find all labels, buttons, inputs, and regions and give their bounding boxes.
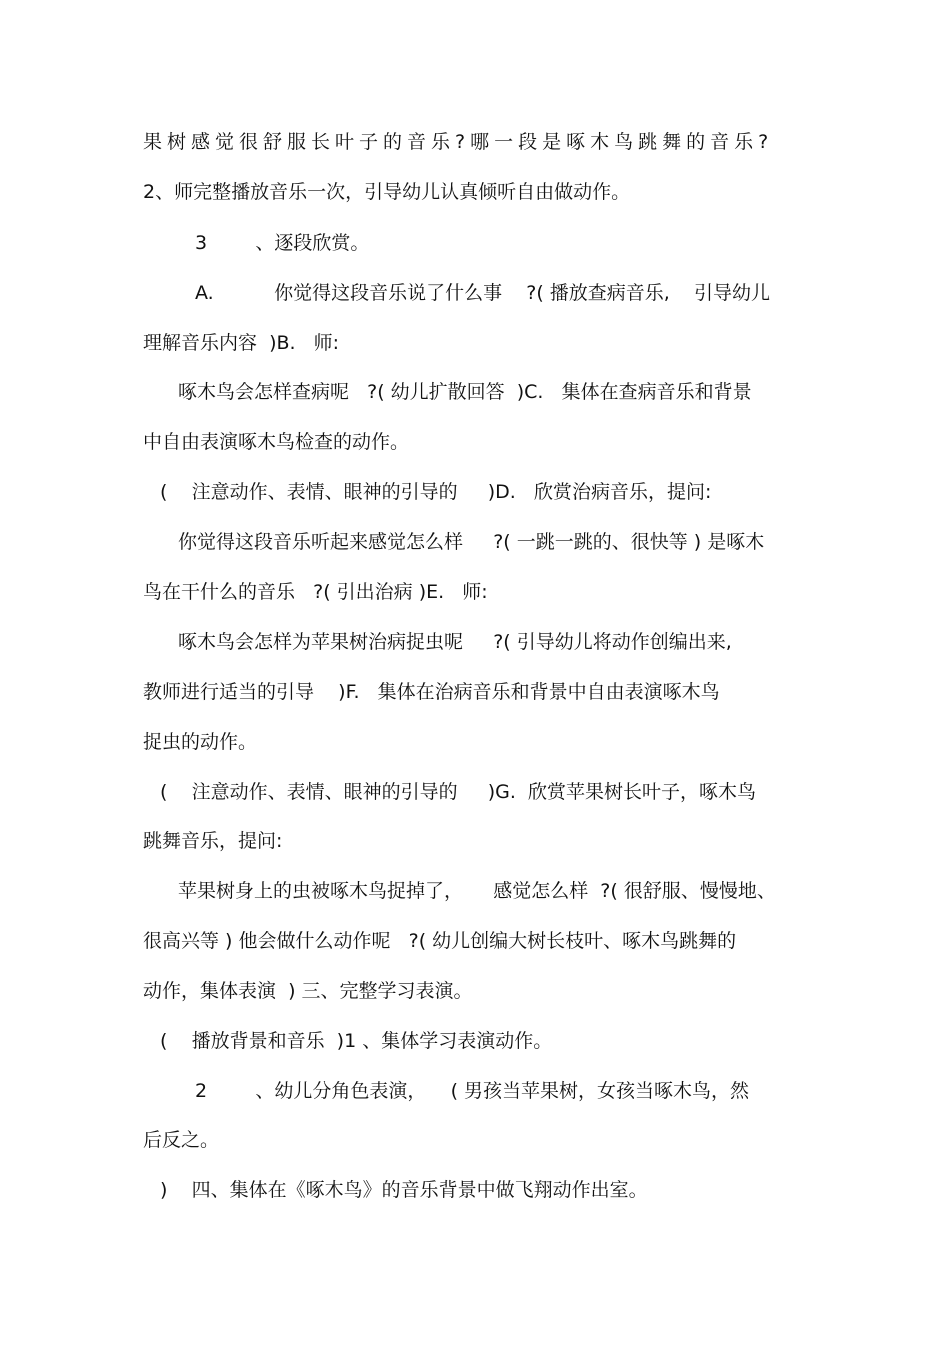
text-line-3: 3 、逐段欣赏。	[195, 232, 370, 254]
text-line-7: 中自由表演啄木鸟检查的动作。	[143, 431, 410, 453]
text-line-17: 很高兴等 ) 他会做什么动作呢 ?( 幼儿创编大树长枝叶、啄木鸟跳舞的	[143, 930, 737, 952]
text-line-10: 鸟在干什么的音乐 ?( 引出治病 )E. 师:	[143, 581, 488, 603]
text-line-9: 你觉得这段音乐听起来感觉怎么样 ?( 一跳一跳的、很快等 ) 是啄木	[178, 531, 765, 553]
text-line-2: 2、师完整播放音乐一次，引导幼儿认真倾听自由做动作。	[143, 181, 631, 203]
text-line-20: 2 、幼儿分角色表演， ( 男孩当苹果树，女孩当啄木鸟，然	[195, 1080, 750, 1102]
text-line-8: ( 注意动作、表情、眼神的引导的 )D. 欣赏治病音乐，提问:	[160, 481, 712, 503]
text-line-1: 果树感觉很舒服长叶子的音乐?哪一段是啄木鸟跳舞的音乐?	[143, 131, 774, 153]
text-line-18: 动作，集体表演 ) 三、完整学习表演。	[143, 980, 473, 1002]
text-line-16: 苹果树身上的虫被啄木鸟捉掉了， 感觉怎么样 ?( 很舒服、慢慢地、	[178, 880, 776, 902]
text-line-4: A. 你觉得这段音乐说了什么事 ?( 播放查病音乐, 引导幼儿	[195, 282, 770, 304]
text-line-6: 啄木鸟会怎样查病呢 ?( 幼儿扩散回答 )C. 集体在查病音乐和背景	[178, 381, 752, 403]
text-line-15: 跳舞音乐，提问:	[143, 830, 283, 852]
text-line-14: ( 注意动作、表情、眼神的引导的 )G. 欣赏苹果树长叶子，啄木鸟	[160, 781, 757, 803]
text-line-19: ( 播放背景和音乐 )1 、集体学习表演动作。	[160, 1030, 553, 1052]
text-line-11: 啄木鸟会怎样为苹果树治病捉虫呢 ?( 引导幼儿将动作创编出来,	[178, 631, 732, 653]
text-line-13: 捉虫的动作。	[143, 731, 258, 753]
text-line-12: 教师进行适当的引导 )F. 集体在治病音乐和背景中自由表演啄木鸟	[143, 681, 720, 703]
text-line-21: 后反之。	[143, 1129, 220, 1151]
text-line-22: ) 四、集体在《啄木鸟》的音乐背景中做飞翔动作出室。	[160, 1179, 648, 1201]
text-line-5: 理解音乐内容 )B. 师:	[143, 332, 340, 354]
